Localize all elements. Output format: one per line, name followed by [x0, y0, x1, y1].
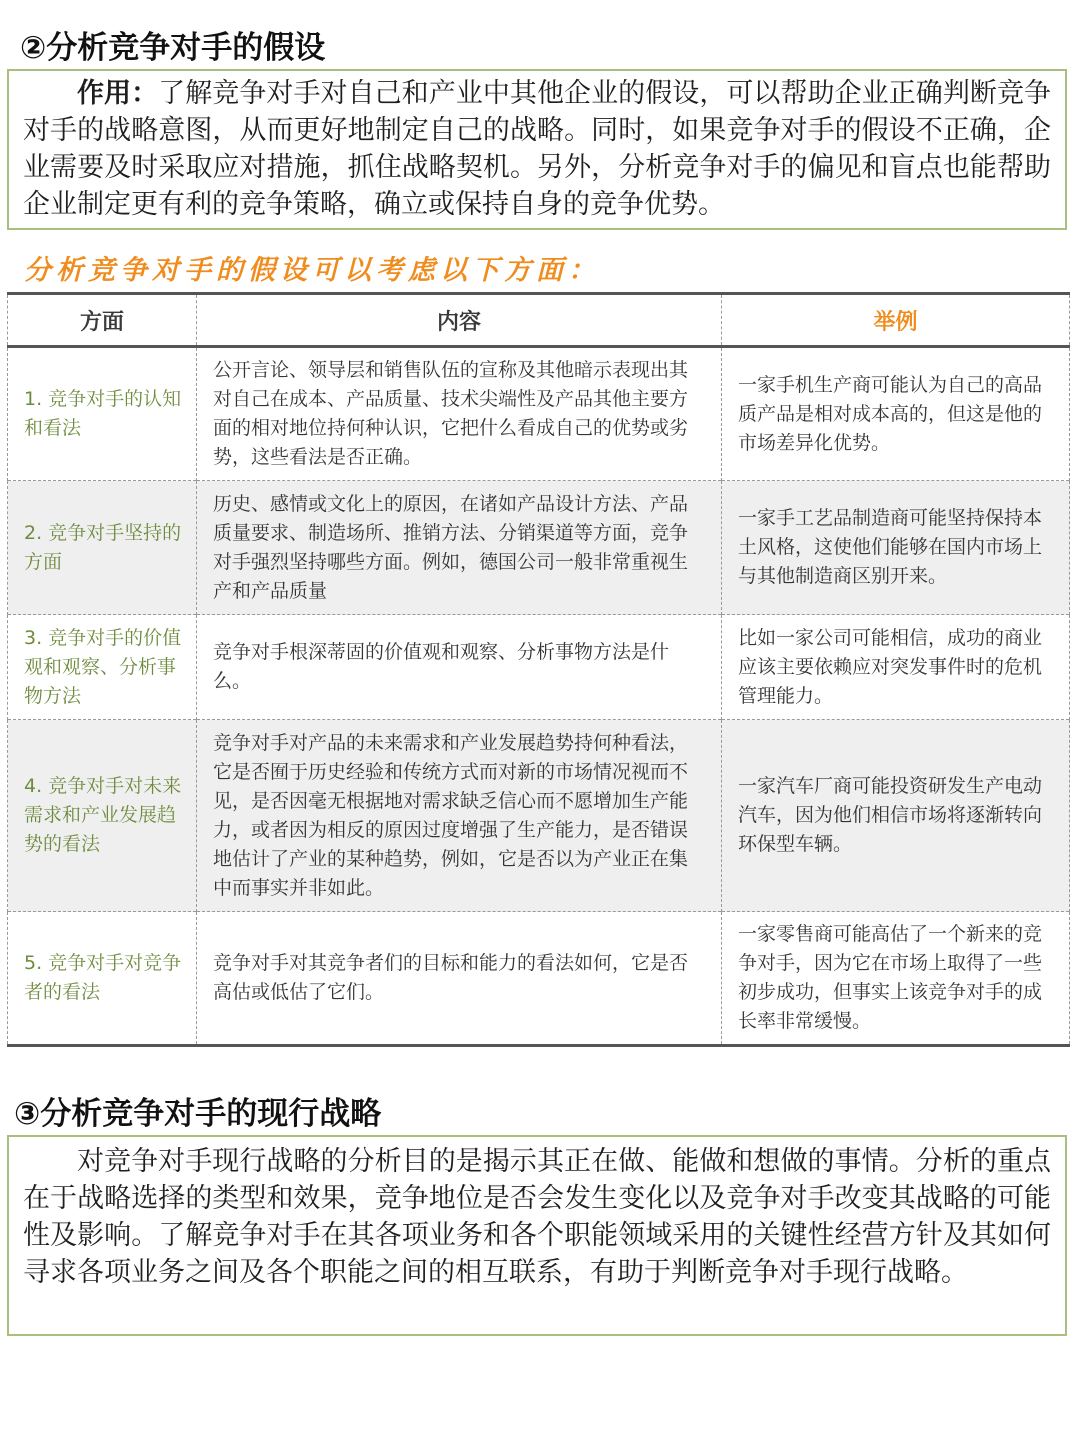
table-header-row — [8, 294, 1070, 347]
section-heading-current-strategy: ③分析竞争对手的现行战略 — [14, 1096, 382, 1132]
example-cell: 一家汽车厂商可能投资研发生产电动汽车，因为他们相信市场将逐渐转向环保型车辆。 — [722, 720, 1070, 912]
header-aspect: 方面 — [8, 294, 197, 347]
table-row — [8, 912, 1070, 1046]
example-cell: 一家零售商可能高估了一个新来的竞争对手，因为它在市场上取得了一些初步成功，但事实上该竞争对手的成长率非常缓慢。 — [722, 912, 1070, 1046]
aspect-cell: 2. 竞争对手坚持的方面 — [8, 481, 197, 615]
aspect-cell: 1. 竞争对手的认知和看法 — [8, 347, 197, 481]
example-cell: 一家手工艺品制造商可能坚持保持本土风格，这使他们能够在国内市场上与其他制造商区别开来。 — [722, 481, 1070, 615]
section-heading-assumptions: ②分析竞争对手的假设 — [20, 30, 326, 66]
aspect-cell: 3. 竞争对手的价值观和观察、分析事物方法 — [8, 615, 197, 720]
content-cell: 竞争对手根深蒂固的价值观和观察、分析事物方法是什么。 — [197, 615, 722, 720]
content-cell: 竞争对手对产品的未来需求和产业发展趋势持何种看法，它是否囿于历史经验和传统方式而对新的市场情况视而不见，是否因毫无根据地对需求缺乏信心而不愿增加生产能力，或者因为相反的原因过度增强了生产能力，是否错误地估计了产业的某种趋势，例如，它是否以为产业正在集中而事实并非如此。 — [197, 720, 722, 912]
content-cell: 竞争对手对其竞争者们的目标和能力的看法如何，它是否高估或低估了它们。 — [197, 912, 722, 1046]
content-cell: 公开言论、领导层和销售队伍的宣称及其他暗示表现出其对自己在成本、产品质量、技术尖端性及产品其他主要方面的相对地位持何种认识，它把什么看成自己的优势或劣势，这些看法是否正确。 — [197, 347, 722, 481]
intro-paragraph — [23, 75, 1051, 223]
aspects-table — [7, 292, 1070, 1047]
header-content: 内容 — [197, 294, 722, 347]
header-example: 举例 — [722, 294, 1070, 347]
table-row — [8, 481, 1070, 615]
aspects-subheading: 分析竞争对手的假设可以考虑以下方面： — [24, 255, 600, 286]
intro-text: 了解竞争对手对自己和产业中其他企业的假设，可以帮助企业正确判断竞争对手的战略意图，从而更好地制定自己的战略。同时，如果竞争对手的假设不正确，企业需要及时采取应对措施，抓住战略契机。另外，分析竞争对手的偏见和盲点也能帮助企业制定更有利的竞争策略，确立或保持自身的竞争优势。 — [23, 78, 1051, 220]
content-cell: 历史、感情或文化上的原因，在诸如产品设计方法、产品质量要求、制造场所、推销方法、分销渠道等方面，竞争对手强烈坚持哪些方面。例如，德国公司一般非常重视生产和产品质量 — [197, 481, 722, 615]
table-row — [8, 720, 1070, 912]
table-row — [8, 615, 1070, 720]
strategy-paragraph: 对竞争对手现行战略的分析目的是揭示其正在做、能做和想做的事情。分析的重点在于战略选择的类型和效果，竞争地位是否会发生变化以及竞争对手改变其战略的可能性及影响。了解竞争对手在其各项业务和各个职能领域采用的关键性经营方针及其如何寻求各项业务之间及各个职能之间的相互联系，有助于判断竞争对手现行战略。 — [23, 1146, 1051, 1288]
aspect-cell: 5. 竞争对手对竞争者的看法 — [8, 912, 197, 1046]
table-row — [8, 347, 1070, 481]
intro-label: 作用： — [77, 78, 159, 109]
strategy-box — [7, 1135, 1067, 1336]
example-cell: 一家手机生产商可能认为自己的高品质产品是相对成本高的，但这是他的市场差异化优势。 — [722, 347, 1070, 481]
aspect-cell: 4. 竞争对手对未来需求和产业发展趋势的看法 — [8, 720, 197, 912]
intro-box — [7, 69, 1067, 230]
example-cell: 比如一家公司可能相信，成功的商业应该主要依赖应对突发事件时的危机管理能力。 — [722, 615, 1070, 720]
